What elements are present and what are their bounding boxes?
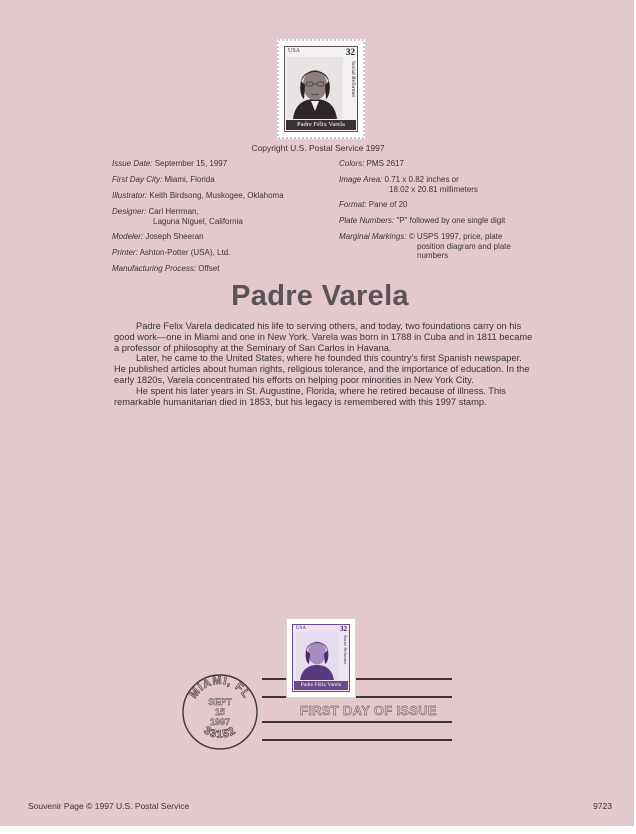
detail-printer: Printer: Ashton-Potter (USA), Ltd. [112, 248, 231, 257]
detail-modeler: Modeler: Joseph Sheeran [112, 232, 204, 241]
cancel-line [262, 721, 452, 723]
detail-marginal-markings-2: position diagram and plate [417, 241, 511, 251]
detail-image-area: Image Area: 0.71 x 0.82 inches or [339, 175, 459, 184]
varela-portrait [287, 57, 343, 119]
detail-marginal-markings: Marginal Markings: © USPS 1997, price, plate [339, 232, 503, 241]
stamp-series: Social Reformer [343, 635, 348, 665]
postmark-date [180, 697, 260, 727]
postmark-year: 1997 [209, 717, 231, 727]
stamp-country: USA [296, 626, 307, 631]
postmark-zip: 33152 [201, 724, 239, 741]
paragraph-2: Later, he came to the United States, where he founded this country's first Spanish newspaper. He published articles about human rights, religious tolerance, and the importance of education. In the early 1820s, Varela concentrated his efforts on helping poor minorities in New York City. [114, 353, 530, 385]
postmark-city: MIAMI, FL [187, 674, 253, 701]
detail-illustrator: Illustrator: Keith Birdsong, Muskogee, Oklahoma [112, 191, 284, 200]
postmark-month: SEPT [208, 697, 232, 707]
first-day-of-issue-text: FIRST DAY OF ISSUE [300, 703, 437, 718]
stamp-denomination: 32 [346, 47, 355, 57]
varela-portrait [296, 632, 338, 680]
copyright-line: Copyright U.S. Postal Service 1997 [251, 143, 385, 153]
detail-format: Format: Pane of 20 [339, 200, 408, 209]
detail-colors: Colors: PMS 2617 [339, 159, 404, 168]
stamp-denomination: 32 [340, 625, 347, 633]
detail-marginal-markings-3: numbers [417, 251, 449, 261]
detail-image-area-mm: 18.02 x 20.81 millimeters [389, 184, 478, 194]
stamp-country: USA [288, 48, 301, 54]
page-title: Padre Varela [231, 280, 409, 312]
paragraph-3: He spent his later years in St. Augustine, Florida, where he retired because of illness. This remarkable humanitarian died in 1853, but his legacy is remembered with this 1997 stamp. [114, 385, 506, 407]
stamp-caption: Padre Félix Varela [286, 120, 356, 130]
stamp-frame [292, 624, 350, 692]
first-day-stamp [287, 619, 355, 697]
detail-designer-location: Laguna Niguel, California [153, 216, 243, 226]
detail-manufacturing-process: Manufacturing Process: Offset [112, 264, 220, 273]
stamp-image [277, 39, 365, 139]
detail-first-day-city: First Day City: Miami, Florida [112, 175, 215, 184]
detail-issue-date: Issue Date: September 15, 1997 [112, 159, 228, 168]
detail-plate-numbers: Plate Numbers: "P" followed by one single digit [339, 216, 506, 225]
cancel-line [262, 739, 452, 741]
detail-designer: Designer: Carl Herrman, [112, 207, 199, 216]
paragraph-1: Padre Felix Varela dedicated his life to serving others, and today, two foundations carry on his good work—one in Miami and one in New York. Varela was born in 1788 in Cuba and in 1811 became a professor of philosophy at the Seminary of San Carlos in Havana. [114, 321, 533, 353]
stamp-frame [284, 46, 358, 132]
footer-copyright: Souvenir Page © 1997 U.S. Postal Service [28, 801, 190, 811]
stamp-caption: Padre Félix Varela [294, 681, 348, 690]
article-body [114, 321, 534, 407]
stamp-series: Social Reformer [350, 61, 356, 98]
postmark-day: 15 [214, 707, 225, 717]
page-number: 9723 [593, 801, 612, 811]
